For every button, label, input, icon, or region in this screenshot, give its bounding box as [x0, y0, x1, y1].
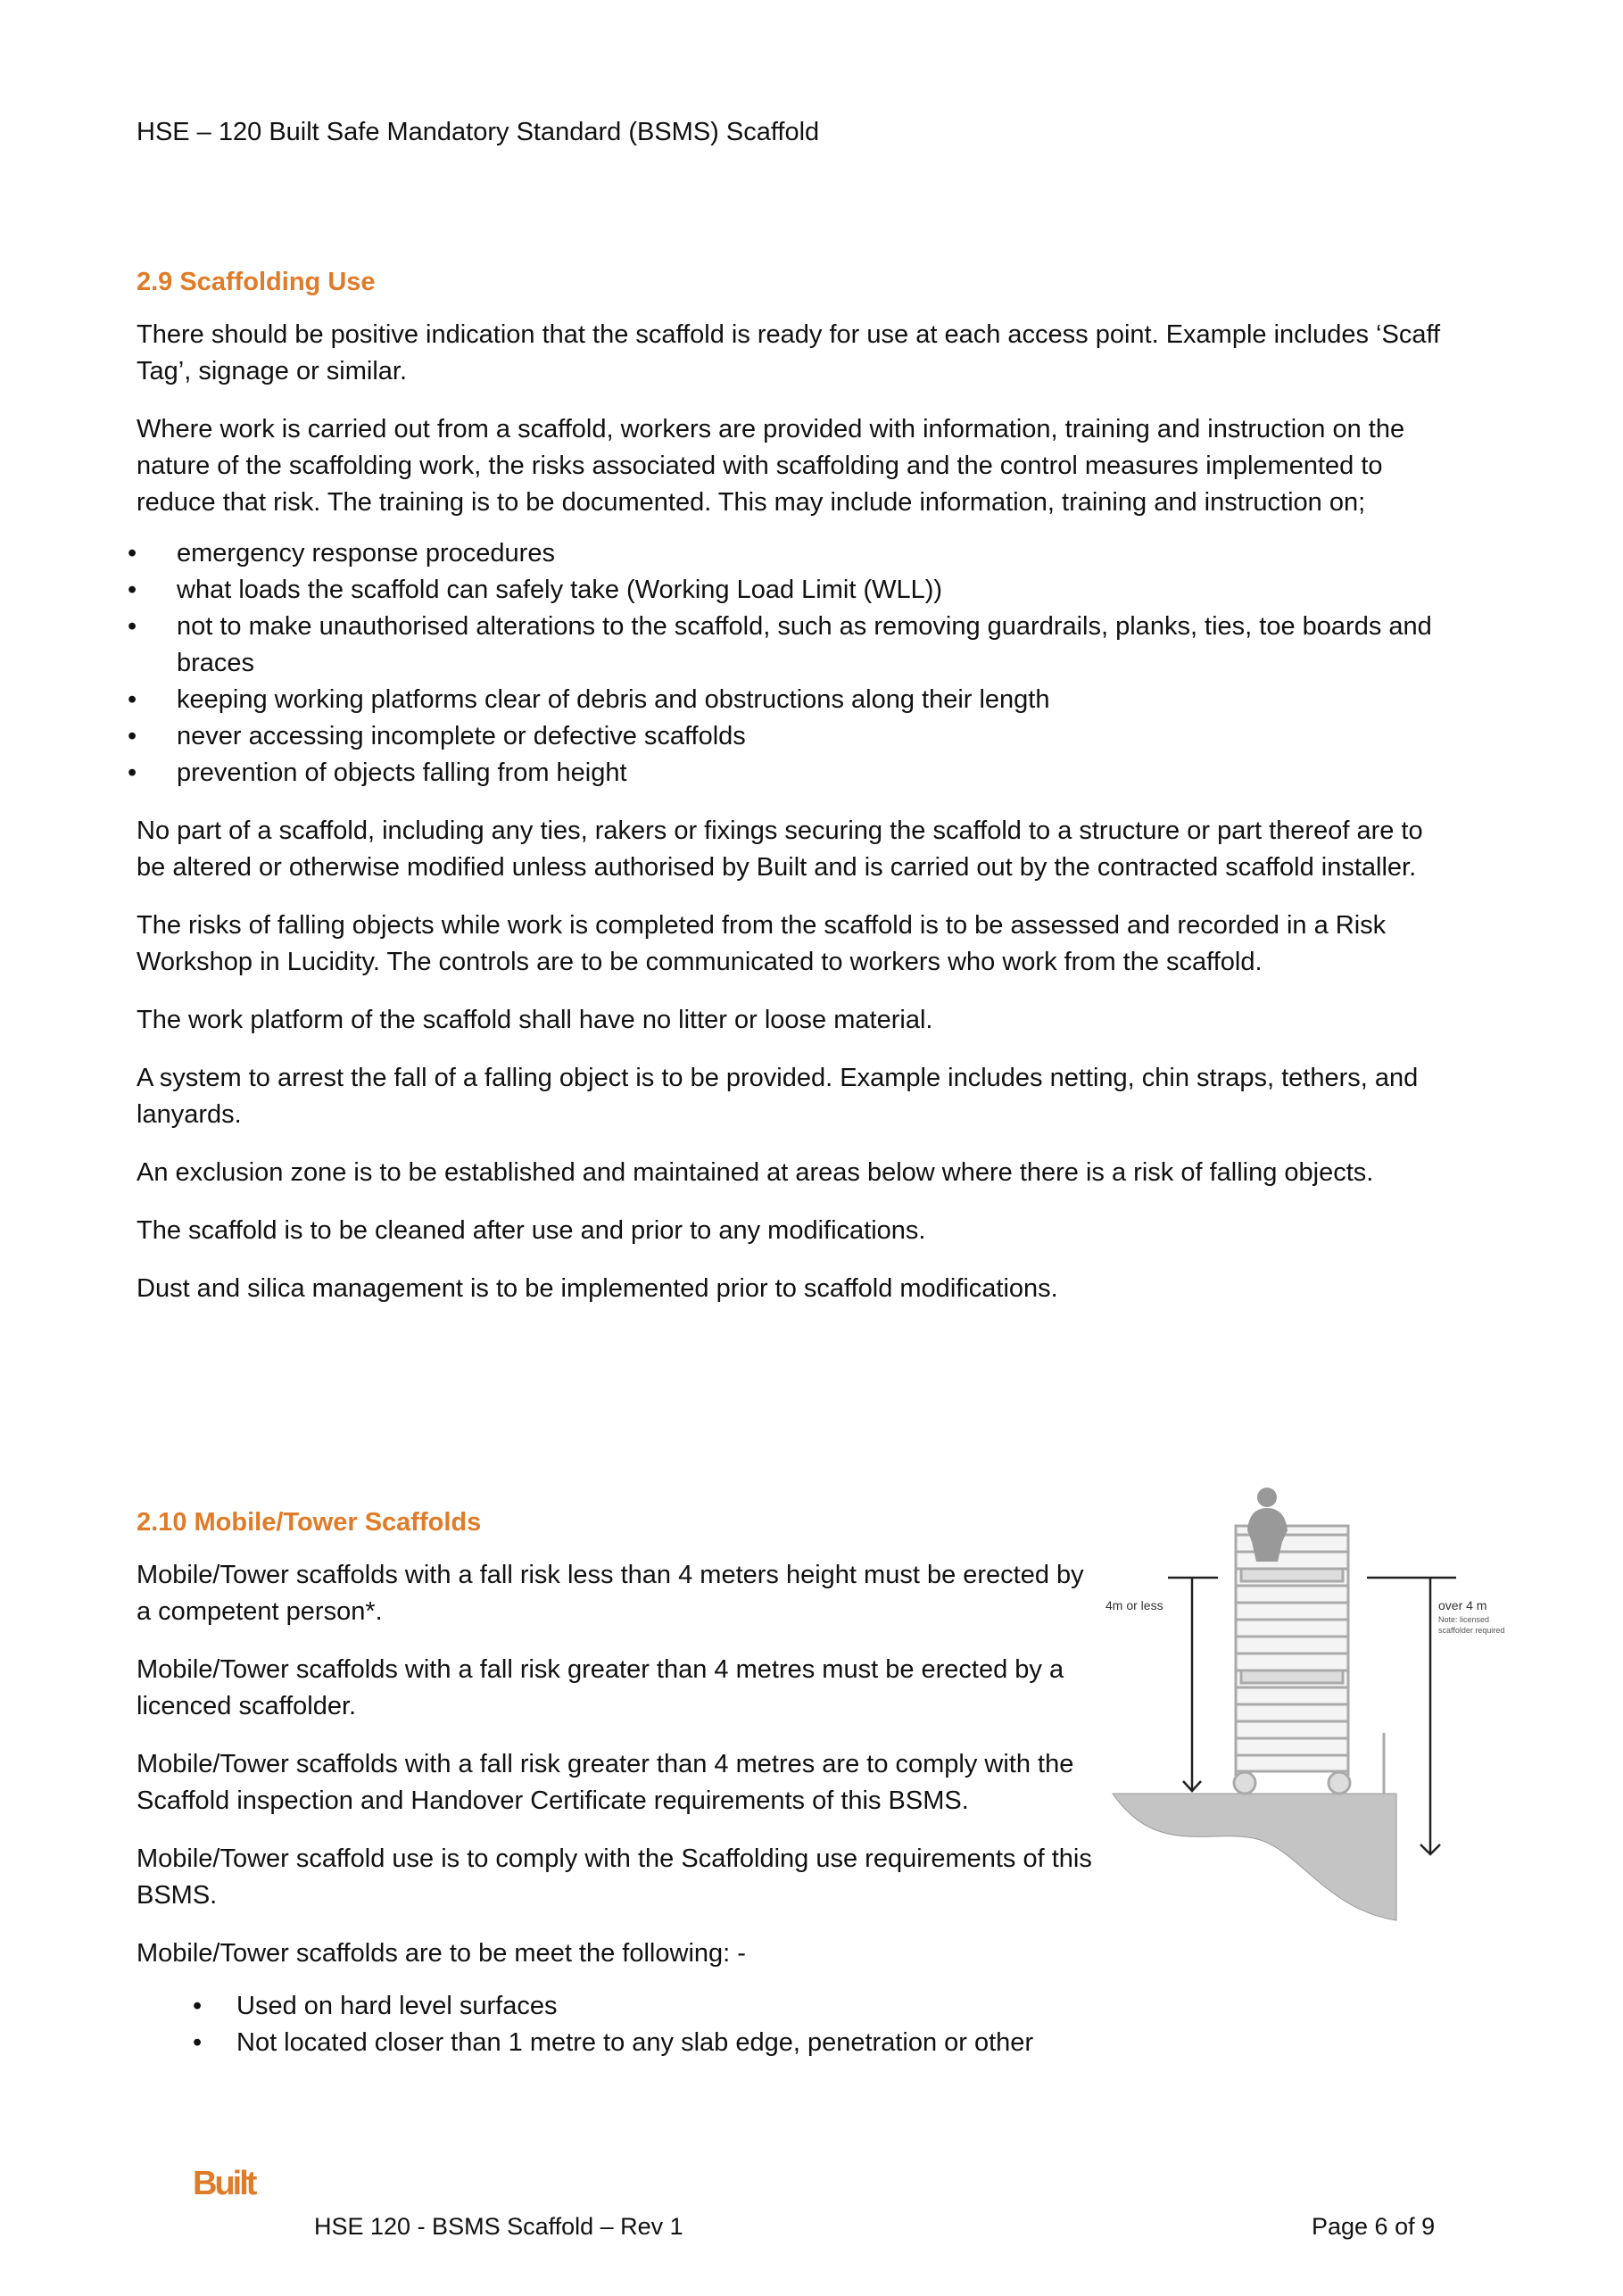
ground-slab [1113, 1794, 1396, 1920]
list-item: • prevention of objects falling from height [128, 758, 627, 787]
list-item: • emergency response procedures [128, 539, 555, 568]
list-item: • Not located closer than 1 metre to any slab edge, penetration or other [193, 2028, 1034, 2057]
right-note-line-2: scaffolder required [1438, 1626, 1505, 1635]
right-height-label: over 4 m [1438, 1598, 1487, 1612]
list-item: • Used on hard level surfaces [193, 1992, 558, 2020]
scaffold-tower [1234, 1526, 1384, 1794]
paragraph: There should be positive indication that the scaffold is ready for use at each access point. Example includes ‘Scaff Tag’, signage or similar. [137, 320, 1441, 385]
paragraph: The risks of falling objects while work is completed from the scaffold is to be assessed and recorded in a Risk Workshop in Lucidity. The controls are to be communicated to workers who work from the scaffold. [137, 911, 1387, 976]
left-height-label: 4m or less [1105, 1598, 1163, 1612]
list-item: • never accessing incomplete or defective scaffolds [128, 722, 746, 750]
paragraph: Mobile/Tower scaffolds with a fall risk less than 4 meters height must be erected by a competent person*. [137, 1561, 1084, 1626]
paragraph: The work platform of the scaffold shall have no litter or loose material. [137, 1006, 933, 1034]
bullet-list [128, 535, 1457, 792]
paragraph: Mobile/Tower scaffolds with a fall risk greater than 4 metres are to comply with the Scaffold inspection and Handover Certificate requirements of this BSMS. [137, 1750, 1074, 1815]
paragraph: No part of a scaffold, including any ties, rakers or fixings securing the scaffold to a structure or part thereof are to be altered or otherwise modified unless authorised by Built and is carried out by the contracted scaffold installer. [137, 816, 1423, 882]
section-heading: 2.9 Scaffolding Use [137, 268, 376, 296]
paragraph: Mobile/Tower scaffold use is to comply with the Scaffolding use requirements of this BSMS. [137, 1844, 1092, 1910]
list-item: • what loads the scaffold can safely take (Working Load Limit (WLL)) [128, 576, 943, 604]
list-item: • not to make unauthorised alterations to the scaffold, such as removing guardrails, planks, ties, toe boards and braces [128, 612, 1432, 677]
built-logo: Built [193, 2165, 255, 2202]
section-mobile-tower-scaffolds [137, 1504, 1100, 2083]
paragraph: Dust and silica management is to be implemented prior to scaffold modifications. [137, 1274, 1058, 1303]
list-item: • keeping working platforms clear of debris and obstructions along their length [128, 685, 1050, 714]
bullet-list [137, 1988, 1100, 2061]
tower-scaffold-diagram [1102, 1481, 1584, 1999]
paragraph: Where work is carried out from a scaffold, workers are provided with information, training and instruction on the nature of the scaffolding work, the risks associated with scaffolding and the control measures implemented to reduce that risk. The training is to be documented. This may include information, training and instruction on; [137, 415, 1405, 517]
section-heading: 2.10 Mobile/Tower Scaffolds [137, 1508, 482, 1537]
paragraph: A system to arrest the fall of a falling object is to be provided. Example includes netting, chin straps, tethers, and lanyards. [137, 1064, 1419, 1129]
paragraph: Mobile/Tower scaffolds are to be meet the following: - [137, 1939, 746, 1968]
paragraph: An exclusion zone is to be established and maintained at areas below where there is a risk of falling objects. [137, 1158, 1374, 1187]
right-note-line-1: Note: licensed [1438, 1615, 1490, 1624]
page-header: HSE – 120 Built Safe Mandatory Standard (BSMS) Scaffold [137, 118, 820, 146]
footer-page-number: Page 6 of 9 [1312, 2213, 1436, 2240]
paragraph: The scaffold is to be cleaned after use and prior to any modifications. [137, 1216, 926, 1245]
paragraph: Mobile/Tower scaffolds with a fall risk greater than 4 metres must be erected by a licenced scaffolder. [137, 1655, 1064, 1720]
section-scaffolding-use [128, 264, 1457, 1329]
footer-doc-ref: HSE 120 - BSMS Scaffold – Rev 1 [314, 2213, 683, 2240]
